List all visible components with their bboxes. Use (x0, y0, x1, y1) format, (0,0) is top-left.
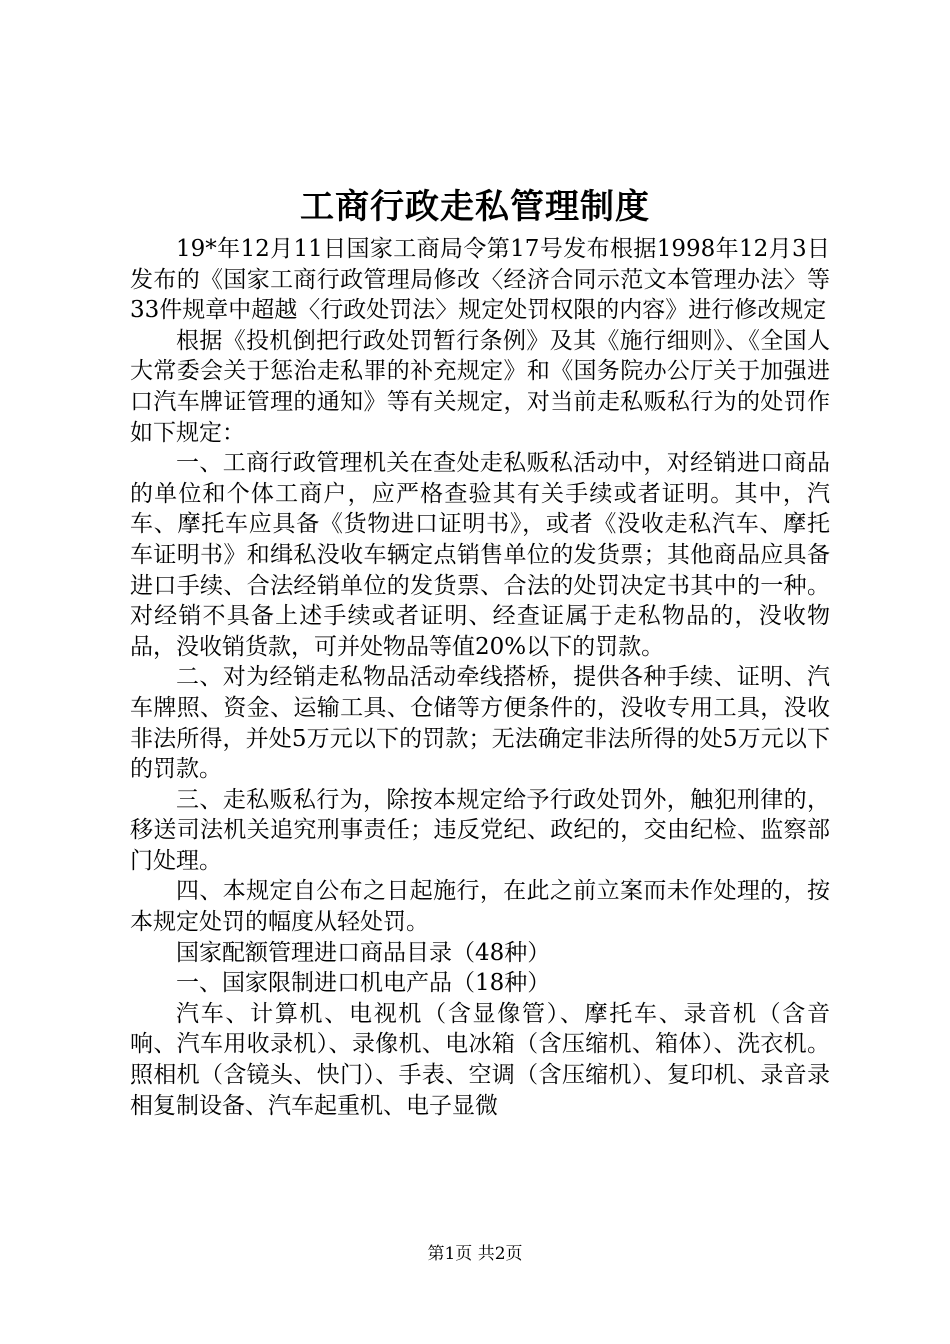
paragraph-catalog-heading: 国家配额管理进口商品目录（48种） (176, 939, 551, 966)
page-footer: 第1页 共2页 (427, 1244, 523, 1264)
paragraph-article-4: 四、本规定自公布之日起施行，在此之前立案而未作处理的，按本规定处罚的幅度从轻处罚。 (130, 878, 830, 936)
paragraph-catalog-items: 汽车、计算机、电视机（含显像管）、摩托车、录音机（含音响、汽车用收录机）、录像机、电冰箱（含压缩机、箱体）、洗衣机。照相机（含镜头、快门）、手表、空调（含压缩机）、复印机、录音录相复制设备、汽车起重机、电子显微 (130, 1000, 830, 1119)
document-body (130, 234, 830, 1121)
paragraph-article-1: 一、工商行政管理机关在查处走私贩私活动中，对经销进口商品的单位和个体工商户，应严格查验其有关手续或者证明。其中，汽车、摩托车应具备《货物进口证明书》，或者《没收走私汽车、摩托车证明书》和缉私没收车辆定点销售单位的发货票；其他商品应具备进口手续、合法经销单位的发货票、合法的处罚决定书其中的一种。对经销不具备上述手续或者证明、经查证属于走私物品的，没收物品，没收销货款，可并处物品等值20%以下的罚款。 (130, 450, 830, 660)
paragraph-intro: 19*年12月11日国家工商局令第17号发布根据1998年12月3日发布的《国家工商行政管理局修改〈经济合同示范文本管理办法〉等33件规章中超越〈行政处罚法〉规定处罚权限的内容》进行修改规定 (130, 236, 830, 324)
paragraph-catalog-section-1: 一、国家限制进口机电产品（18种） (176, 970, 551, 997)
paragraph-basis: 根据《投机倒把行政处罚暂行条例》及其《施行细则》、《全国人大常委会关于惩治走私罪的补充规定》和《国务院办公厅关于加强进口汽车牌证管理的通知》等有关规定，对当前走私贩私行为的处罚作如下规定： (130, 327, 830, 446)
document-title: 工商行政走私管理制度 (300, 187, 650, 227)
paragraph-article-3: 三、走私贩私行为，除按本规定给予行政处罚外，触犯刑律的，移送司法机关追究刑事责任；违反党纪、政纪的，交由纪检、监察部门处理。 (130, 786, 830, 874)
paragraph-article-2: 二、对为经销走私物品活动牵线搭桥，提供各种手续、证明、汽车牌照、资金、运输工具、仓储等方便条件的，没收专用工具，没收非法所得，并处5万元以下的罚款；无法确定非法所得的处5万元以下的罚款。 (130, 664, 830, 783)
